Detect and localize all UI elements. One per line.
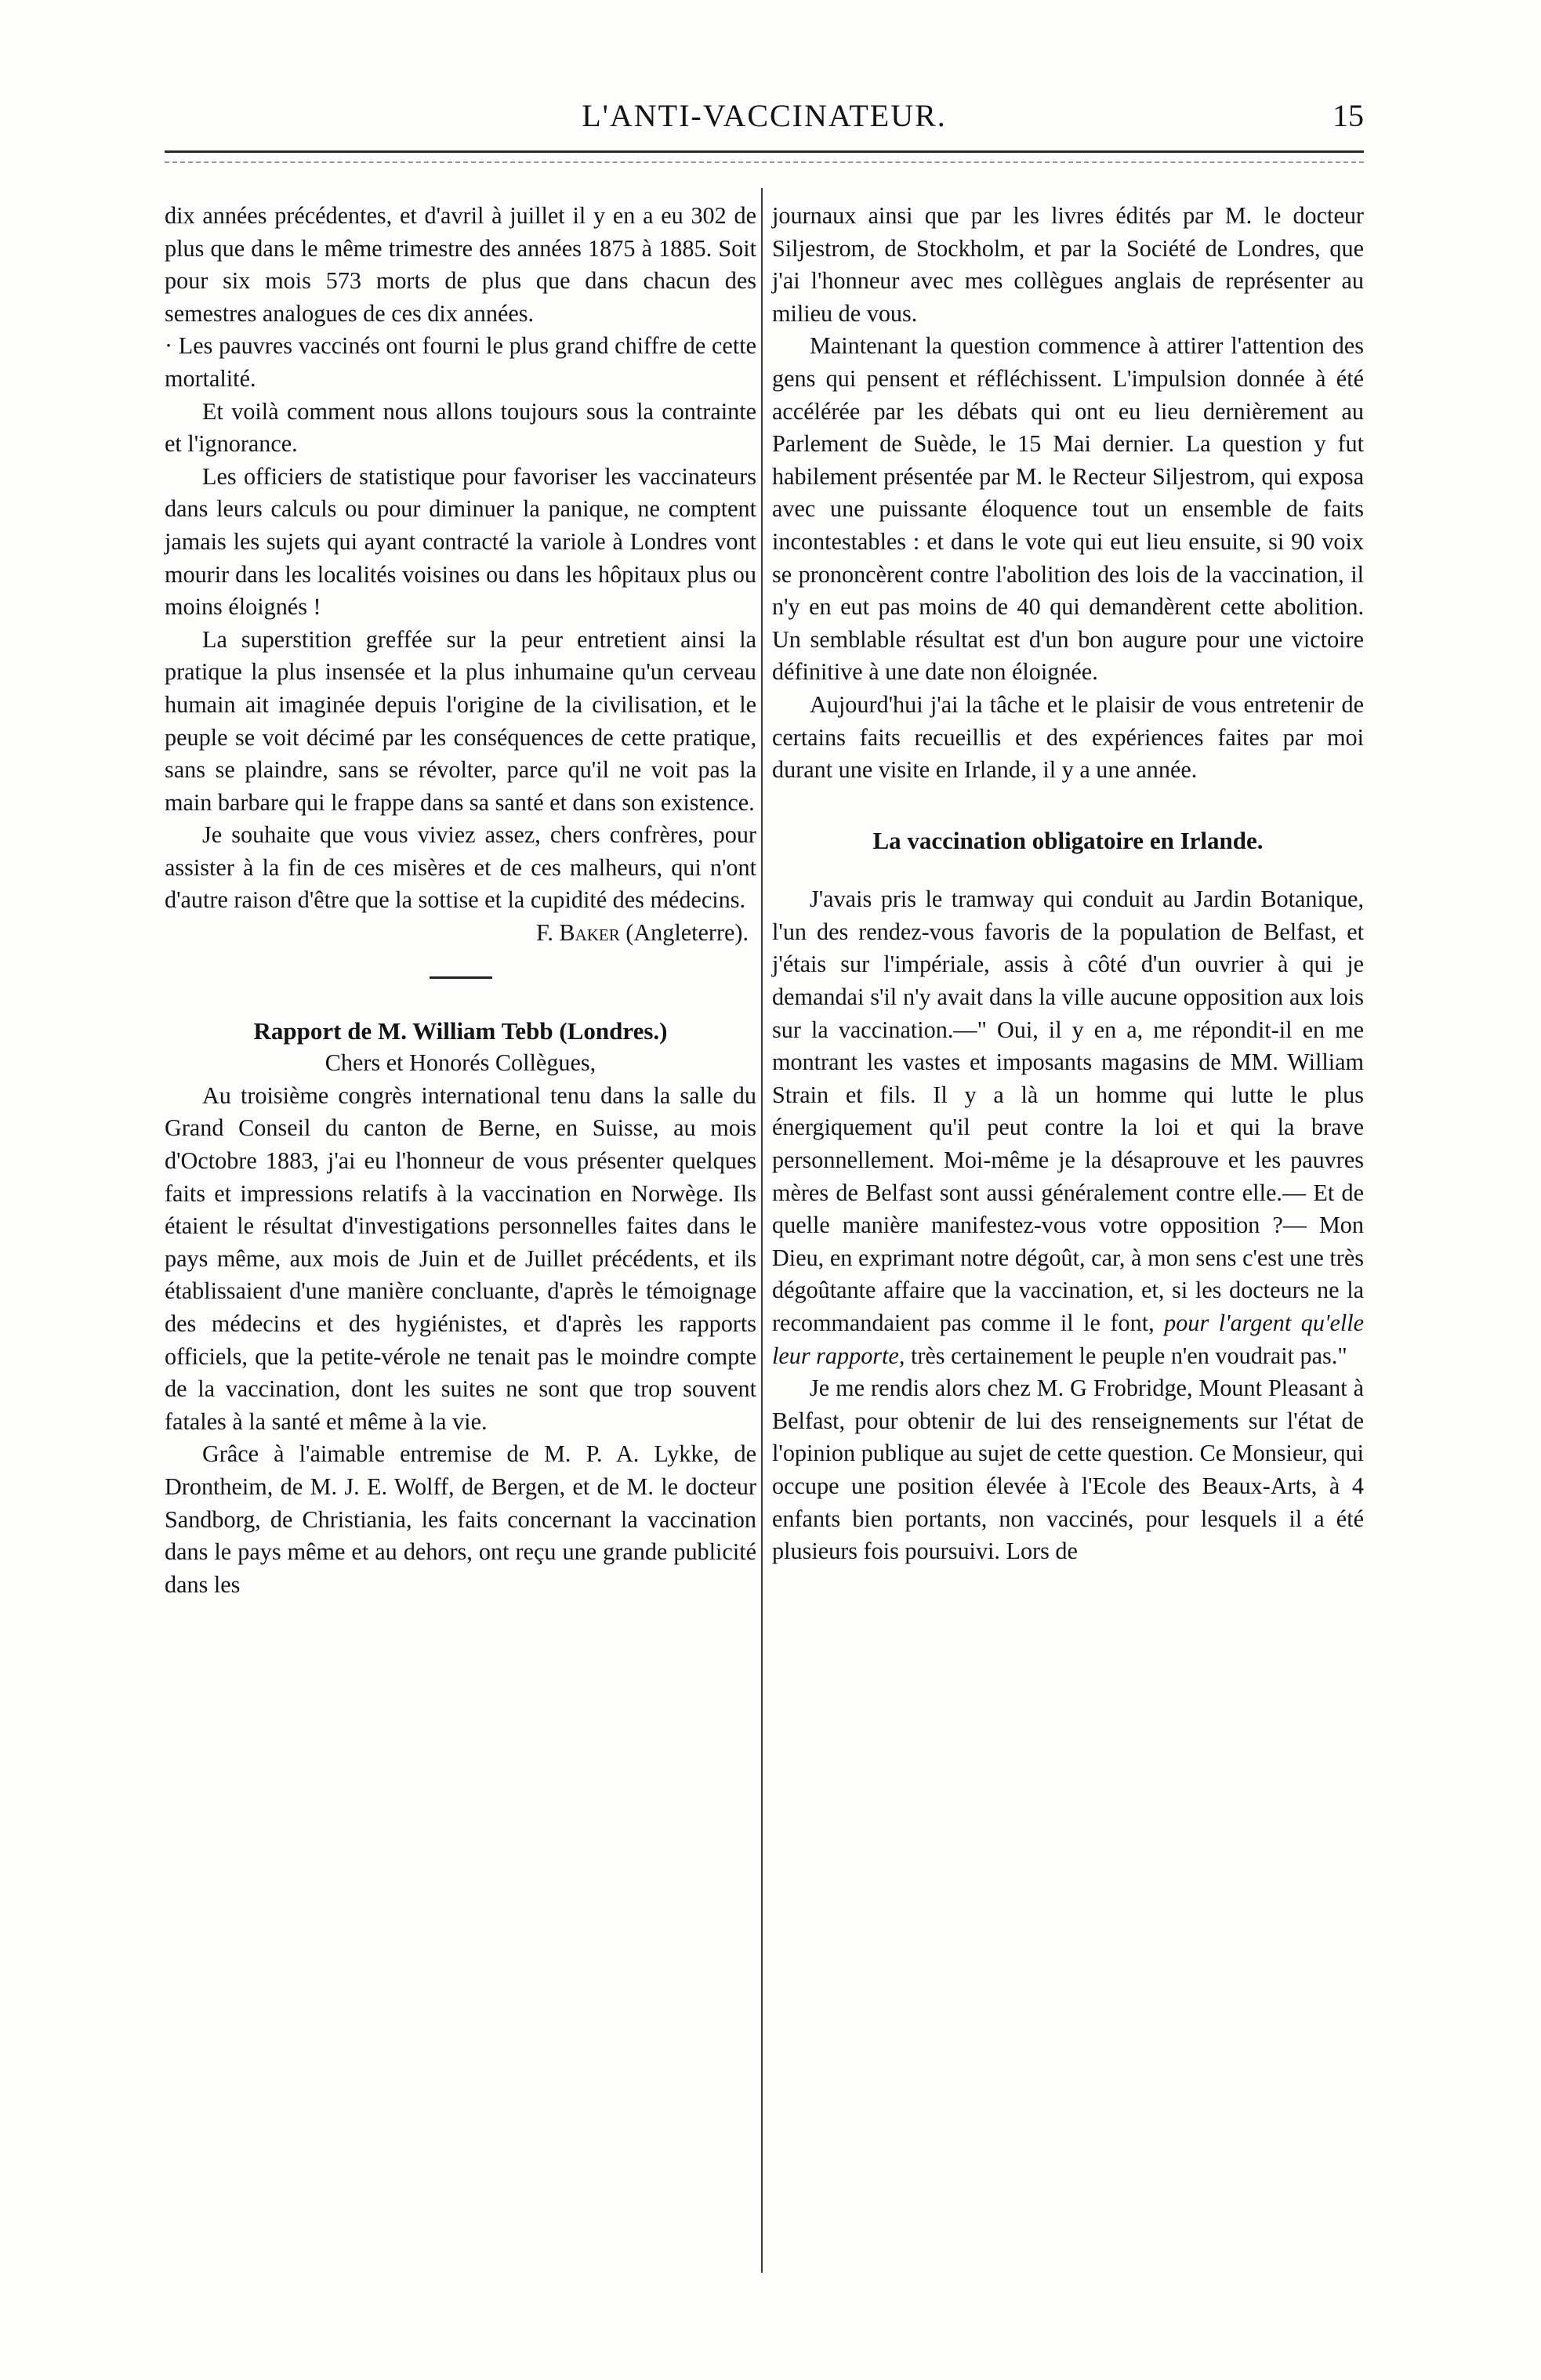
paragraph: Maintenant la question commence à attirer l'attention des gens qui pensent et réfléchissent. L'impulsion donnée à été accélérée par les débats qui ont eu lieu dernièrement au Parlement de Suède, le 15 Mai dernier. La question y fut habilement présentée par M. le Recteur Siljestrom, qui exposa avec une puissante éloquence tout un ensemble de faits incontestables : et dans le vote qui eut lieu ensuite, si 90 voix se prononcèrent contre l'abolition des lois de la vaccination, il n'y en eut pas moins de 40 qui demandèrent cette abolition. Un semblable résultat est d'un bon augure pour une victoire définitive à une date non éloignée. [772, 332, 1364, 686]
paragraph: Aujourd'hui j'ai la tâche et le plaisir de vous entretenir de certains faits recueillis et des expériences faites par moi durant une visite en Irlande, il y a une année. [772, 690, 1364, 784]
paragraph: Et voilà comment nous allons toujours sous la contrainte et l'ignorance. [165, 397, 756, 458]
paragraph-text: très certainement le peuple n'en voudrait pas." [910, 1342, 1347, 1369]
signature [165, 917, 756, 950]
paragraph: Je souhaite que vous viviez assez, chers confrères, pour assister à la fin de ces misères et de ces malheurs, qui n'ont d'autre raison d'être que la sottise et la cupidité des médecins. [165, 821, 756, 914]
paragraph [772, 883, 1364, 1372]
paragraph: · Les pauvres vaccinés ont fourni le plus grand chiffre de cette mortalité. [165, 332, 756, 392]
paragraph: Je me rendis alors chez M. G Frobridge, Mount Pleasant à Belfast, pour obtenir de lui des renseignements sur l'état de l'opinion publique au sujet de cette question. Ce Monsieur, qui occupe une position élevée à l'Ecole des Beaux-Arts, à 4 enfants bien portants, non vaccinés, pour lesquels il a été plusieurs fois poursuivi. Lors de [772, 1375, 1364, 1565]
paragraph: journaux ainsi que par les livres édités par M. le docteur Siljestrom, de Stockholm, et par la Société de Londres, que j'ai l'honneur avec mes collègues anglais de représenter au milieu de vous. [772, 202, 1364, 327]
paragraph: dix années précédentes, et d'avril à juillet il y en a eu 302 de plus que dans le même trimestre des années 1875 à 1885. Soit pour six mois 573 morts de plus que dans chacun des semestres analogues de ces dix années. [165, 202, 756, 327]
page-number: 15 [1333, 98, 1364, 133]
signature-place: (Angleterre). [625, 919, 749, 947]
section-heading: Rapport de M. William Tebb (Londres.) [253, 1016, 668, 1045]
signature-name: F. Baker [535, 919, 620, 947]
paragraph: Les officiers de statistique pour favoriser les vaccinateurs dans leurs calculs ou pour diminuer la panique, ne comptent jamais les sujets qui ayant contracté la variole à Londres vont mourir dans les localités voisines ou dans les hôpitaux plus ou moins éloignés ! [165, 462, 756, 621]
left-column [165, 200, 756, 1601]
section-separator-rule [430, 976, 492, 979]
header-dotted-rule [165, 161, 1364, 163]
paragraph: La superstition greffée sur la peur entretient ainsi la pratique la plus insensée et la plus inhumaine qu'un cerveau humain ait imaginée depuis l'origine de la civilisation, et le peuple se voit décimé par les conséquences de cette pratique, sans se plaindre, sans se révolter, parce qu'il ne voit pas la main barbare qui le frappe dans sa santé et dans son existence. [165, 625, 756, 816]
column-divider [761, 188, 763, 2273]
header-rule [165, 150, 1364, 153]
running-title: L'ANTI-VACCINATEUR. [582, 98, 947, 133]
paragraph: Au troisième congrès international tenu dans la salle du Grand Conseil du canton de Berne, en Suisse, au mois d'Octobre 1883, j'ai eu l'honneur de vous présenter quelques faits et impressions relatifs à la vaccination en Norwège. Ils étaient le résultat d'investigations personnelles faites dans le pays même, aux mois de Juin et de Juillet précédents, et ils établissaient d'une manière concluante, d'après le témoignage des médecins et des hygiénistes, et d'après les rapports officiels, que la petite-vérole ne tenait pas le moindre compte de la vaccination, dont les suites ne sont que trop souvent fatales à la santé et même à la vie. [165, 1081, 756, 1435]
right-column [772, 200, 1364, 1568]
running-header [165, 92, 1364, 139]
section-heading: La vaccination obligatoire en Irlande. [872, 826, 1264, 854]
paragraph: Grâce à l'aimable entremise de M. P. A. Lykke, de Drontheim, de M. J. E. Wolff, de Bergen, et de M. le docteur Sandborg, de Christiania, les faits concernant la vaccination dans le pays même et au dehors, ont reçu une grande publicité dans les [165, 1440, 756, 1598]
salutation: Chers et Honorés Collègues, [325, 1049, 596, 1077]
italic-quote: pour l'argent qu'elle leur rapporte, [772, 1310, 1365, 1369]
paragraph-text: J'avais pris le tramway qui conduit au Jardin Botanique, l'un des rendez-vous favoris de la population de Belfast, et j'étais sur l'impériale, assis à côté d'un ouvrier à qui je demandai s'il n'y avait dans la ville aucune opposition aux lois sur la vaccination.—" Oui, il y en a, me répondit-il en me montrant les vastes et imposants magasins de MM. William Strain et fils. Il y a là un homme qui lutte le plus énergiquement qu'il peut contre la loi et qui la brave personnellement. Moi-même je la désaprouve et les pauvres mères de Belfast sont aussi généralement contre elle.— Et de quelle manière manifestez-vous votre opposition ?— Mon Dieu, en exprimant notre dégoût, car, à mon sens c'est une très dégoûtante affaire que la vaccination, et, si les docteurs ne la recommandaient pas comme il le font, [772, 886, 1364, 1336]
